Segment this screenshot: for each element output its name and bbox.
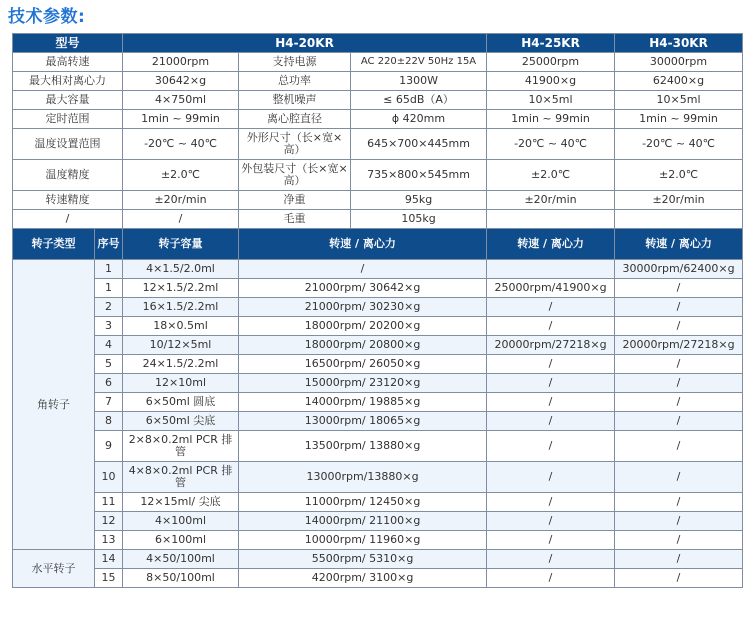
rotor-row xyxy=(13,569,743,588)
rotor-capacity: 6×100ml xyxy=(123,531,239,550)
spec-value-25: -20℃ ~ 40℃ xyxy=(487,129,615,160)
rotor-speed-30: / xyxy=(615,393,743,412)
rotor-speed-20: 14000rpm/ 21100×g xyxy=(239,512,487,531)
spec-label: 定时范围 xyxy=(13,110,123,129)
rotor-row xyxy=(13,512,743,531)
rotor-capacity: 6×50ml 尖底 xyxy=(123,412,239,431)
spec-value-20: 4×750ml xyxy=(123,91,239,110)
rotor-capacity: 18×0.5ml xyxy=(123,317,239,336)
rotor-speed-20: 18000rpm/ 20800×g xyxy=(239,336,487,355)
spec-value-25: 10×5ml xyxy=(487,91,615,110)
rotor-seq-header: 序号 xyxy=(95,229,123,260)
rotor-seq: 13 xyxy=(95,531,123,550)
rotor-speed-20: 11000rpm/ 12450×g xyxy=(239,493,487,512)
spec-value-20: ±20r/min xyxy=(123,191,239,210)
spec-value-25 xyxy=(487,210,615,229)
rotor-seq: 12 xyxy=(95,512,123,531)
rotor-speed-20: 4200rpm/ 3100×g xyxy=(239,569,487,588)
rotor-seq: 2 xyxy=(95,298,123,317)
spec-value-25: 1min ~ 99min xyxy=(487,110,615,129)
spec-row xyxy=(13,110,743,129)
speed-header-30: 转速 / 离心力 xyxy=(615,229,743,260)
speed-header-20: 转速 / 离心力 xyxy=(239,229,487,260)
rotor-row xyxy=(13,462,743,493)
speed-header-25: 转速 / 离心力 xyxy=(487,229,615,260)
rotor-speed-30: / xyxy=(615,512,743,531)
rotor-speed-30: / xyxy=(615,355,743,374)
rotor-seq: 1 xyxy=(95,279,123,298)
rotor-speed-20: / xyxy=(239,260,487,279)
rotor-seq: 15 xyxy=(95,569,123,588)
rotor-speed-30: / xyxy=(615,298,743,317)
rotor-speed-25: / xyxy=(487,431,615,462)
rotor-seq: 7 xyxy=(95,393,123,412)
rotor-speed-30: / xyxy=(615,431,743,462)
spec-value-25: ±2.0℃ xyxy=(487,160,615,191)
rotor-speed-25: / xyxy=(487,317,615,336)
rotor-capacity: 24×1.5/2.2ml xyxy=(123,355,239,374)
spec-value-2: ϕ 420mm xyxy=(351,110,487,129)
rotor-row xyxy=(13,374,743,393)
rotor-speed-30: / xyxy=(615,317,743,336)
spec-value-30: 10×5ml xyxy=(615,91,743,110)
spec-value-2: 735×800×545mm xyxy=(351,160,487,191)
spec-label-2: 离心腔直径 xyxy=(239,110,351,129)
spec-row xyxy=(13,72,743,91)
spec-label: 温度设置范围 xyxy=(13,129,123,160)
rotor-row xyxy=(13,298,743,317)
rotor-row xyxy=(13,531,743,550)
spec-value-30: 62400×g xyxy=(615,72,743,91)
rotor-row xyxy=(13,493,743,512)
rotor-speed-20: 13500rpm/ 13880×g xyxy=(239,431,487,462)
rotor-speed-30: / xyxy=(615,569,743,588)
rotor-speed-20: 16500rpm/ 26050×g xyxy=(239,355,487,374)
rotor-capacity: 4×100ml xyxy=(123,512,239,531)
rotor-speed-20: 21000rpm/ 30230×g xyxy=(239,298,487,317)
tech-spec-table xyxy=(12,33,743,588)
rotor-speed-25: / xyxy=(487,512,615,531)
rotor-speed-30: / xyxy=(615,462,743,493)
spec-value-30: 1min ~ 99min xyxy=(615,110,743,129)
model-header-row xyxy=(13,34,743,53)
spec-value-30: -20℃ ~ 40℃ xyxy=(615,129,743,160)
model-h4-20kr: H4-20KR xyxy=(123,34,487,53)
spec-row xyxy=(13,210,743,229)
rotor-capacity: 4×8×0.2ml PCR 排管 xyxy=(123,462,239,493)
rotor-seq: 4 xyxy=(95,336,123,355)
rotor-speed-25: / xyxy=(487,393,615,412)
rotor-speed-20: 15000rpm/ 23120×g xyxy=(239,374,487,393)
spec-value-2: 95kg xyxy=(351,191,487,210)
spec-row xyxy=(13,53,743,72)
model-h4-30kr: H4-30KR xyxy=(615,34,743,53)
rotor-group-horizontal: 水平转子 xyxy=(13,550,95,588)
spec-value-25: 25000rpm xyxy=(487,53,615,72)
spec-label-2: 整机噪声 xyxy=(239,91,351,110)
rotor-row xyxy=(13,317,743,336)
rotor-speed-30: / xyxy=(615,550,743,569)
rotor-speed-30: / xyxy=(615,374,743,393)
rotor-seq: 1 xyxy=(95,260,123,279)
rotor-speed-25: 25000rpm/41900×g xyxy=(487,279,615,298)
rotor-speed-30: / xyxy=(615,493,743,512)
rotor-speed-30: 20000rpm/27218×g xyxy=(615,336,743,355)
rotor-group-angle: 角转子 xyxy=(13,260,95,550)
spec-value-30: ±2.0℃ xyxy=(615,160,743,191)
spec-label: 最大容量 xyxy=(13,91,123,110)
rotor-speed-25: / xyxy=(487,412,615,431)
spec-value-25: 41900×g xyxy=(487,72,615,91)
rotor-capacity: 4×50/100ml xyxy=(123,550,239,569)
spec-value-30 xyxy=(615,210,743,229)
rotor-speed-25: / xyxy=(487,298,615,317)
spec-label-2: 净重 xyxy=(239,191,351,210)
rotor-speed-25: / xyxy=(487,462,615,493)
rotor-speed-30: / xyxy=(615,279,743,298)
spec-row xyxy=(13,191,743,210)
rotor-capacity: 4×1.5/2.0ml xyxy=(123,260,239,279)
rotor-speed-20: 21000rpm/ 30642×g xyxy=(239,279,487,298)
rotor-row xyxy=(13,550,743,569)
page-title: 技术参数: xyxy=(8,7,86,27)
spec-row xyxy=(13,91,743,110)
spec-value-20: / xyxy=(123,210,239,229)
spec-value-30: ±20r/min xyxy=(615,191,743,210)
rotor-row xyxy=(13,279,743,298)
rotor-capacity: 10/12×5ml xyxy=(123,336,239,355)
rotor-speed-30: / xyxy=(615,412,743,431)
spec-label: 转速精度 xyxy=(13,191,123,210)
rotor-row xyxy=(13,412,743,431)
spec-value-25: ±20r/min xyxy=(487,191,615,210)
rotor-row xyxy=(13,393,743,412)
rotor-row xyxy=(13,336,743,355)
rotor-row xyxy=(13,431,743,462)
rotor-speed-25 xyxy=(487,260,615,279)
spec-label-2: 支持电源 xyxy=(239,53,351,72)
rotor-capacity: 8×50/100ml xyxy=(123,569,239,588)
rotor-speed-25: / xyxy=(487,531,615,550)
spec-label-2: 总功率 xyxy=(239,72,351,91)
rotor-capacity: 12×15ml/ 尖底 xyxy=(123,493,239,512)
rotor-seq: 11 xyxy=(95,493,123,512)
rotor-speed-20: 18000rpm/ 20200×g xyxy=(239,317,487,336)
rotor-speed-20: 13000rpm/13880×g xyxy=(239,462,487,493)
rotor-speed-20: 10000rpm/ 11960×g xyxy=(239,531,487,550)
spec-value-2: 1300W xyxy=(351,72,487,91)
model-label: 型号 xyxy=(13,34,123,53)
rotor-speed-30: / xyxy=(615,531,743,550)
spec-value-2: ≤ 65dB（A） xyxy=(351,91,487,110)
rotor-speed-25: / xyxy=(487,550,615,569)
spec-value-20: -20℃ ~ 40℃ xyxy=(123,129,239,160)
rotor-speed-25: / xyxy=(487,493,615,512)
spec-label-2: 外包装尺寸（长×宽×高） xyxy=(239,160,351,191)
rotor-row xyxy=(13,355,743,374)
rotor-speed-25: / xyxy=(487,569,615,588)
spec-label: 最高转速 xyxy=(13,53,123,72)
spec-value-2: 645×700×445mm xyxy=(351,129,487,160)
rotor-seq: 9 xyxy=(95,431,123,462)
spec-value-20: 21000rpm xyxy=(123,53,239,72)
spec-value-20: 30642×g xyxy=(123,72,239,91)
rotor-seq: 10 xyxy=(95,462,123,493)
spec-label: 温度精度 xyxy=(13,160,123,191)
model-h4-25kr: H4-25KR xyxy=(487,34,615,53)
rotor-speed-25: / xyxy=(487,355,615,374)
rotor-seq: 3 xyxy=(95,317,123,336)
rotor-capacity: 2×8×0.2ml PCR 排管 xyxy=(123,431,239,462)
spec-label-2: 毛重 xyxy=(239,210,351,229)
rotor-seq: 8 xyxy=(95,412,123,431)
rotor-speed-25: / xyxy=(487,374,615,393)
spec-label: / xyxy=(13,210,123,229)
rotor-capacity: 12×10ml xyxy=(123,374,239,393)
rotor-speed-25: 20000rpm/27218×g xyxy=(487,336,615,355)
spec-row xyxy=(13,129,743,160)
spec-value-30: 30000rpm xyxy=(615,53,743,72)
spec-value-2: AC 220±22V 50Hz 15A xyxy=(351,53,487,72)
rotor-row xyxy=(13,260,743,279)
spec-label-2: 外形尺寸（长×宽×高） xyxy=(239,129,351,160)
rotor-speed-20: 5500rpm/ 5310×g xyxy=(239,550,487,569)
rotor-speed-30: 30000rpm/62400×g xyxy=(615,260,743,279)
rotor-speed-20: 13000rpm/ 18065×g xyxy=(239,412,487,431)
spec-row xyxy=(13,160,743,191)
spec-value-20: 1min ~ 99min xyxy=(123,110,239,129)
spec-value-2: 105kg xyxy=(351,210,487,229)
spec-label: 最大相对离心力 xyxy=(13,72,123,91)
rotor-capacity: 12×1.5/2.2ml xyxy=(123,279,239,298)
rotor-header-row xyxy=(13,229,743,260)
rotor-speed-20: 14000rpm/ 19885×g xyxy=(239,393,487,412)
rotor-type-header: 转子类型 xyxy=(13,229,95,260)
rotor-capacity: 6×50ml 圆底 xyxy=(123,393,239,412)
rotor-seq: 6 xyxy=(95,374,123,393)
rotor-seq: 5 xyxy=(95,355,123,374)
rotor-seq: 14 xyxy=(95,550,123,569)
rotor-capacity: 16×1.5/2.2ml xyxy=(123,298,239,317)
spec-value-20: ±2.0℃ xyxy=(123,160,239,191)
rotor-capacity-header: 转子容量 xyxy=(123,229,239,260)
